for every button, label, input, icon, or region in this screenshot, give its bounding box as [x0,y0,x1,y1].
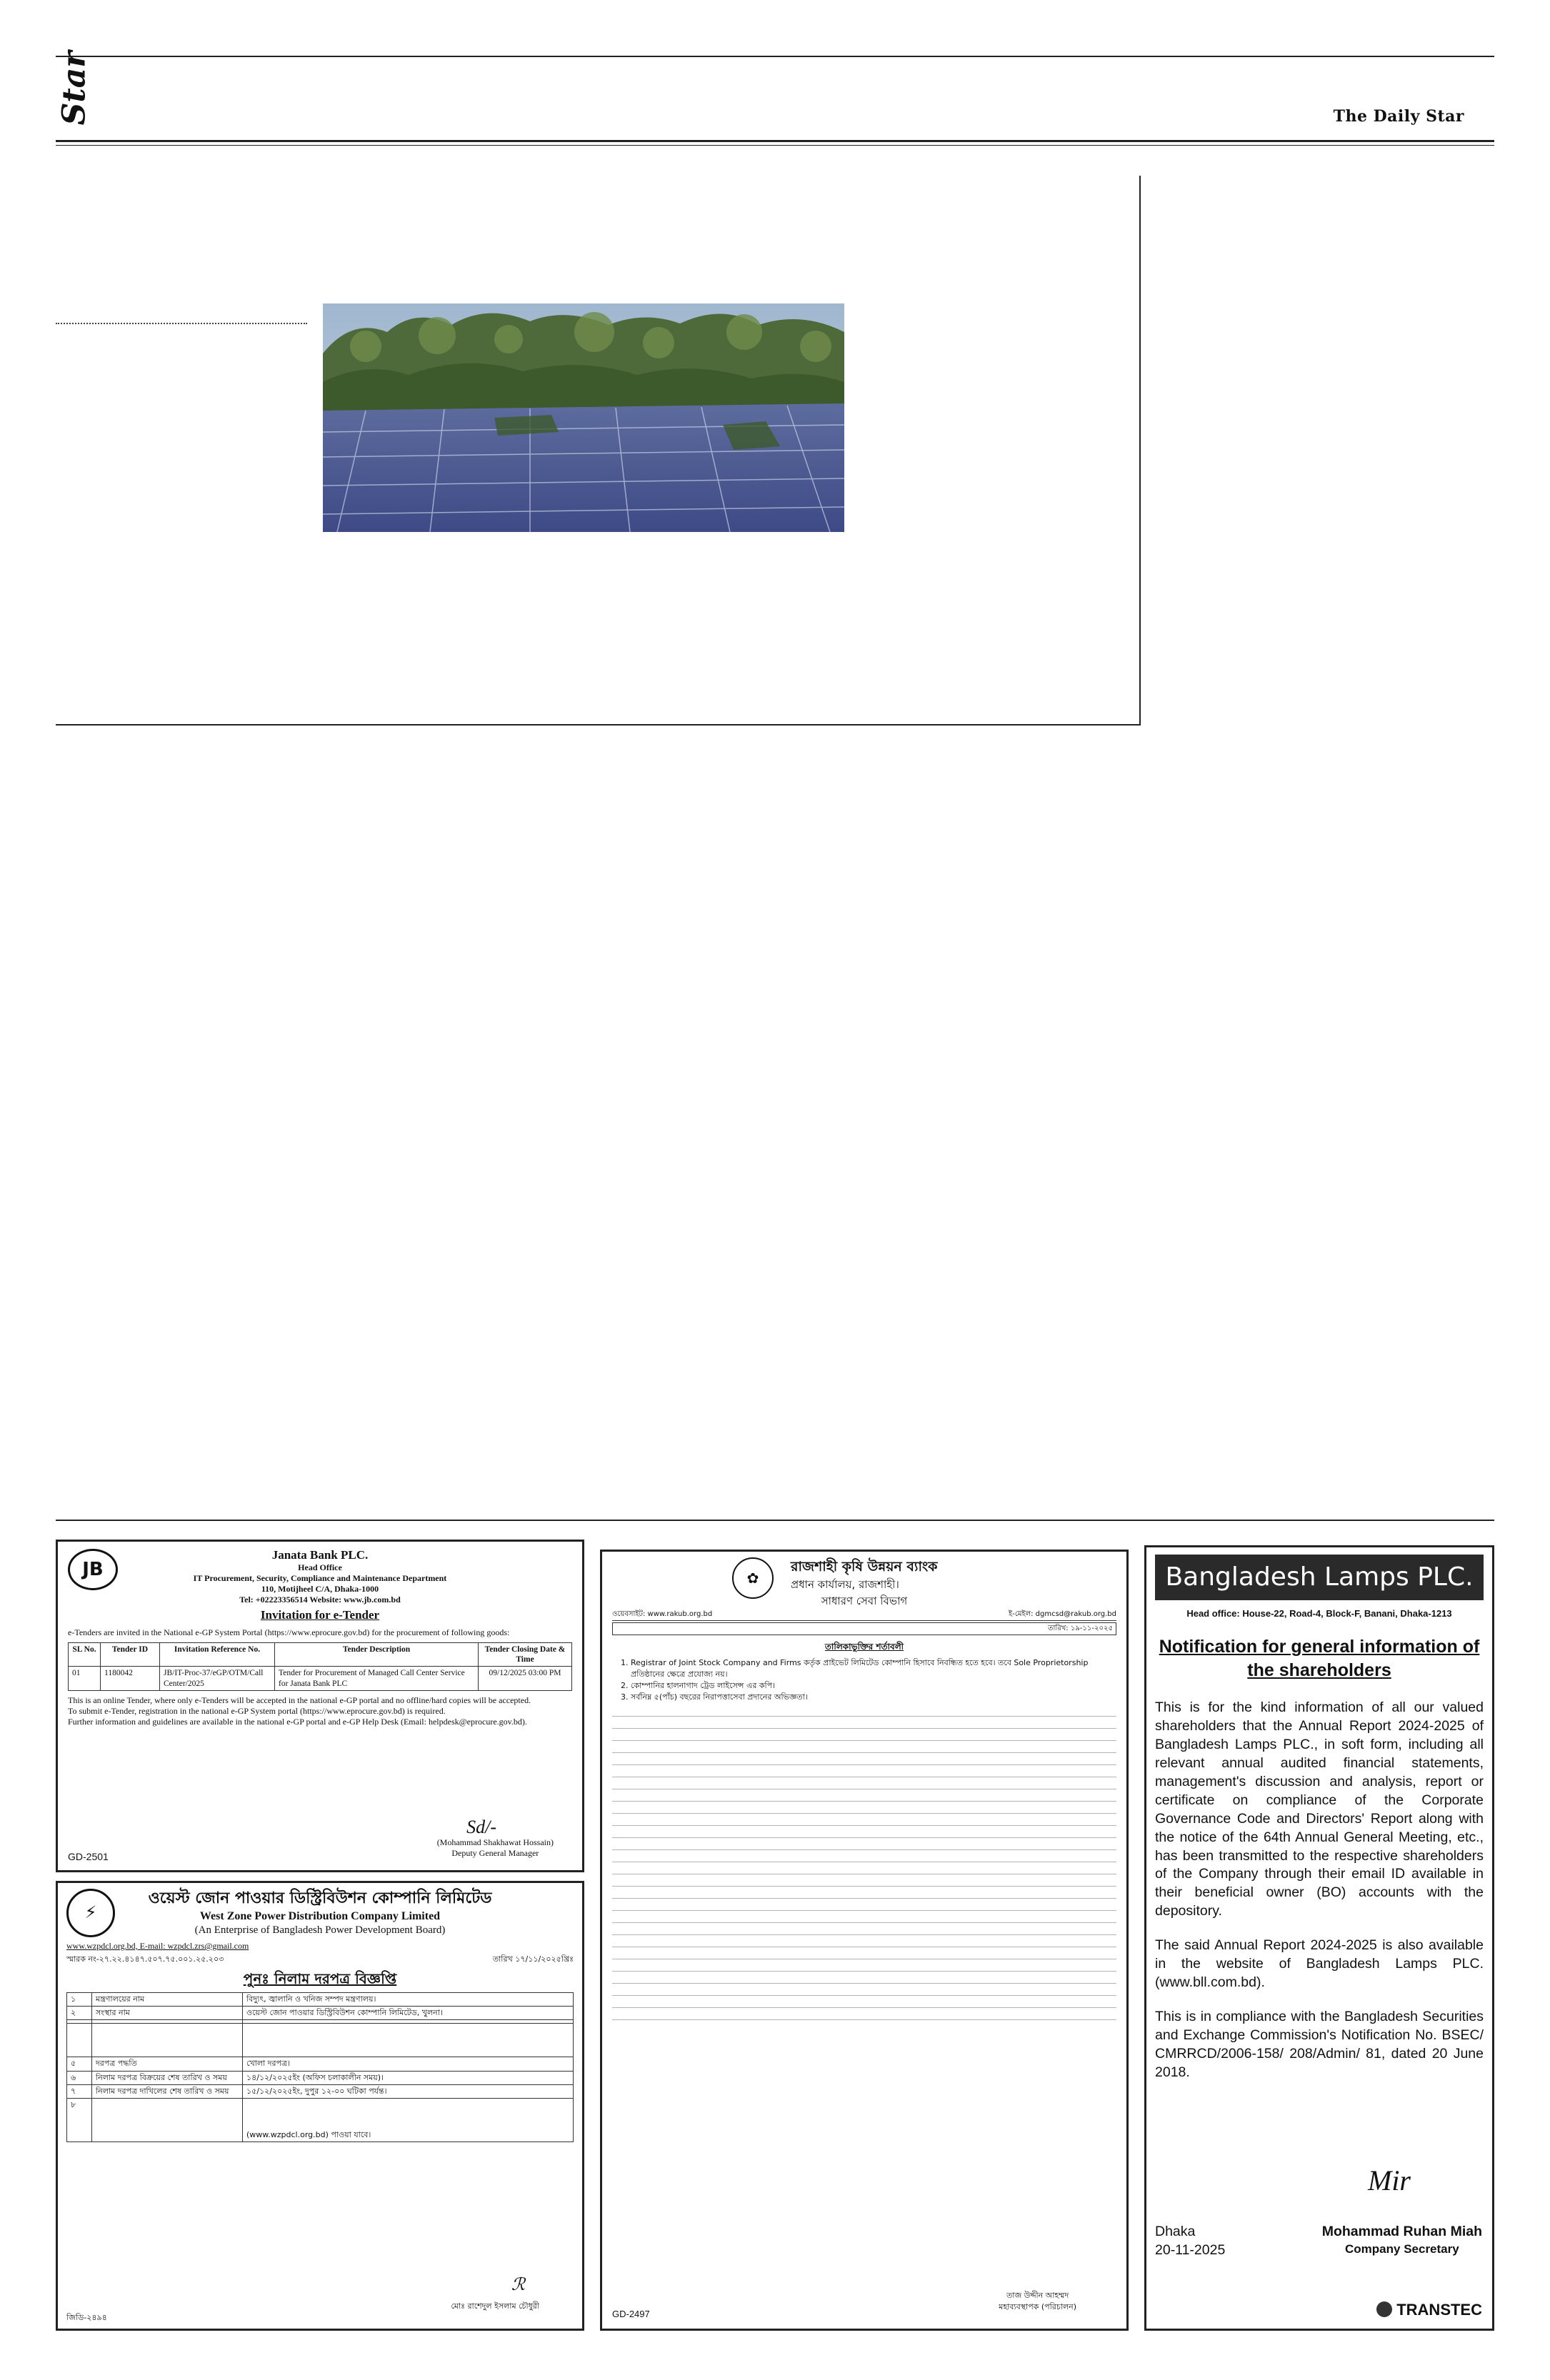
transtec-brand: TRANSTEC [1396,2300,1482,2319]
janata-office: Head Office [298,1562,342,1573]
table-cell: ১৪/১২/২০২৫ইং (অফিস চলাকালীন সময়)। [243,2071,574,2084]
rakub-enlistment-ad [600,1550,1129,2331]
rakub-logo: ✿ [732,1557,774,1599]
list-item: 2. কোম্পানির হালনাগাদ ট্রেড লাইসেন্স এর কপি। [631,1680,1116,1692]
wzpdcl-memo: স্মারক নং-২৭.২২.৪১৪৭.৫০৭.৭৫.০০১.২৫.২০৩ [66,1954,224,1964]
janata-intro: e-Tenders are invited in the National e-GP System Portal (https://www.eprocure.gov.bd) for the procurement of following goods: [68,1627,510,1637]
ads-top-rule [56,1520,1494,1521]
star-logo: Star [56,51,93,126]
rakub-website: ওয়েবসাইট: www.rakub.org.bd [612,1610,713,1619]
table-cell: খোলা দরপত্র। [243,2057,574,2071]
wzpdcl-gd: জিডি-২৪৯৪ [66,2312,107,2322]
table-cell: 1180042 [101,1667,160,1691]
bll-brand: Bangladesh Lamps PLC. [1165,1562,1474,1592]
wzpdcl-name-en: West Zone Power Distribution Company Limited [199,1909,441,1922]
table-cell: ৫ [67,2057,92,2071]
table-cell: দরপত্র পদ্ধতি [92,2057,243,2071]
wzpdcl-name-bn: ওয়েস্ট জোন পাওয়ার ডিস্ট্রিবিউশন কোম্পানি লিমিটেড [148,1889,492,1907]
table-cell: ২ [67,2007,92,2020]
table-cell: নিলাম দরপত্র বিক্রয়ের শেষ তারিখ ও সময় [92,2071,243,2084]
janata-note: This is an online Tender, where only e-Tenders will be accepted in the national e-GP portal and no offline/hard copies will be accepted. [68,1695,531,1705]
table-cell: মন্ত্রণালয়ের নাম [92,1992,243,2006]
bll-paragraph-3: This is in compliance with the Bangladesh Securities and Exchange Commission's Notification No. BSEC/ CMRRCD/2006-158/ 208/Admin/ 81, dated 20 June 2018. [1155,2008,1484,2080]
bll-brand-banner [1155,1555,1484,1600]
janata-note: Further information and guidelines are available in the national e-GP portal and e-GP Help Desk (Email: helpdesk@eprocure.gov.bd). [68,1717,527,1727]
table-cell: 09/12/2025 03:00 PM [479,1667,572,1691]
janata-note: To submit e-Tender, registration in the national e-GP System portal (https://www.eprocure.gov.bd) is required. [68,1706,446,1716]
list-item: 1. Registrar of Joint Stock Company and Firms কর্তৃক প্রাইভেট লিমিটেড কোম্পানি হিসাবে নিবন্ধিত হতে হবে। তবে Sole Proprietorship প্রতিষ্ঠানের ক্ষেত্রে প্রযোজ্য নয়। [631,1657,1116,1680]
table-cell: Tender for Procurement of Managed Call Center Service for Janata Bank PLC [275,1667,479,1691]
table-cell: ৭ [67,2084,92,2098]
janata-signatory: (Mohammad Shakhawat Hossain) [436,1837,554,1847]
janata-bank-tender-ad [56,1540,584,1872]
janata-department: IT Procurement, Security, Compliance and Maintenance Department [193,1573,447,1584]
masthead-rule-thin [56,145,1494,146]
rakub-date: তারিখ: ১৯-১১-২০২৫ [1047,1624,1113,1632]
janata-contact: Tel: +02223356514 Website: www.jb.com.bd [239,1595,401,1605]
table-cell: ওয়েস্ট জোন পাওয়ার ডিস্ট্রিবিউশন কোম্পানি লিমিটেড, খুলনা। [243,2007,574,2020]
table-row [67,2007,574,2020]
janata-heading: Invitation for e-Tender [260,1608,380,1622]
rakub-conditions-list [612,1657,1116,1703]
bll-date: 20-11-2025 [1155,2241,1226,2258]
bangladesh-lamps-notice-ad [1144,1545,1494,2331]
table-cell: ১৫/১২/২০২৫ইং, দুপুর ১২-০০ ঘটিকা পর্যন্ত। [243,2084,574,2098]
rakub-office: প্রধান কার্যালয়, রাজশাহী। [791,1577,899,1591]
bll-office: Head office: House-22, Road-4, Block-F, Banani, Dhaka-1213 [1186,1607,1452,1619]
table-cell: ৬ [67,2071,92,2084]
wzpdcl-date: তারিখ ১৭/১১/২০২৫খ্রিঃ [492,1954,574,1964]
table-cell: (www.wzpdcl.org.bd) পাওয়া যাবে। [243,2099,574,2142]
list-item: 3. সর্বনিম্ন ৫(পাঁচ) বছরের নিরাপত্তাসেবা প্রদানের অভিজ্ঞতা। [631,1692,1116,1703]
bll-signatory-title: Company Secretary [1345,2241,1459,2256]
story-bottom-border [56,724,1141,725]
bll-heading: Notification for general information of the shareholders [1159,1637,1480,1680]
bll-paragraph-2: The said Annual Report 2024-2025 is also available in the website of Bangladesh Lamps PLC. (www.bll.com.bd). [1155,1937,1484,1991]
signature-mark: Mir [1368,2164,1411,2196]
rakub-conditions-title: তালিকাভুক্তির শর্তাবলী [824,1642,904,1652]
wzpdcl-heading: পুনঃ নিলাম দরপত্র বিজ্ঞপ্তি [243,1969,397,1987]
wzpdcl-auction-ad [56,1881,584,2331]
table-cell [67,2024,92,2057]
janata-address: 110, Motijheel C/A, Dhaka-1000 [261,1584,379,1595]
janata-name: Janata Bank PLC. [271,1548,369,1562]
bll-paragraph-1: This is for the kind information of all our valued shareholders that the Annual Report 2024-2025 of Bangladesh Lamps PLC., in soft form, including all relevant annual audited financial statements, management's discussion and analysis, report or certificate on compliance of the Corporate Governance Code and Directors' Report along with the notice of the 64th Annual General Meeting, etc., has been transmitted to the respective shareholders of the Company through their email ID available in their beneficial owner (BO) accounts with the depository. [1155,1699,1484,1919]
table-row [67,2071,574,2084]
janata-tender-table [68,1642,572,1692]
table-header: Tender Closing Date & Time [479,1642,572,1667]
bll-signatory: Mohammad Ruhan Miah [1321,2224,1482,2239]
table-row [67,2057,574,2071]
table-cell [243,2024,574,2057]
table-cell: বিদ্যুৎ, জ্বালানি ও খনিজ সম্পদ মন্ত্রণালয়। [243,1992,574,2006]
wzpdcl-table [66,1992,574,2142]
table-row [69,1667,572,1691]
table-cell: ১ [67,1992,92,2006]
signature-mark: Sd/- [466,1817,496,1837]
masthead-rule [56,140,1494,142]
table-cell: সংস্থার নাম [92,2007,243,2020]
wzpdcl-subtitle: (An Enterprise of Bangladesh Power Development Board) [194,1924,446,1937]
dotted-separator [56,323,307,324]
rakub-gd: GD-2497 [612,2309,650,2320]
janata-gd: GD-2501 [68,1850,109,1862]
janata-signatory-title: Deputy General Manager [451,1848,539,1858]
table-header: SL No. [69,1642,101,1667]
transtec-logo-icon [1376,2301,1392,2317]
janata-logo: JB [68,1549,118,1590]
table-header: Tender ID [101,1642,160,1667]
table-cell: ৮ [67,2099,92,2142]
table-cell [92,2024,243,2057]
rakub-signatory-title: মহাব্যবস্থাপক (পরিচালন) [999,2302,1076,2312]
table-row [67,2084,574,2098]
top-rule [56,56,1494,57]
story-right-border [1139,176,1141,725]
bll-place: Dhaka [1155,2224,1196,2239]
wzpdcl-logo: ⚡ [66,1889,115,1937]
signature-mark: ℛ [511,2276,525,2294]
table-header: Invitation Reference No. [160,1642,275,1667]
rakub-division: সাধারণ সেবা বিভাগ [821,1595,908,1608]
table-cell: 01 [69,1667,101,1691]
rakub-body-lines [612,1709,1116,2020]
table-cell: JB/IT-Proc-37/eGP/OTM/Call Center/2025 [160,1667,275,1691]
table-cell: নিলাম দরপত্র দাখিলের শেষ তারিখ ও সময় [92,2084,243,2098]
table-cell [92,2099,243,2142]
table-row [67,1992,574,2006]
rakub-name: রাজশাহী কৃষি উন্নয়ন ব্যাংক [791,1559,938,1575]
solar-farm-photo [323,303,844,532]
newspaper-name: The Daily Star [1333,107,1464,126]
table-row [67,2024,574,2057]
wzpdcl-signatory: মোঃ রাশেদুল ইসলাম চৌধুরী [451,2301,539,2311]
rakub-email: ই-মেইল: dgmcsd@rakub.org.bd [1009,1610,1116,1619]
wzpdcl-links: www.wzpdcl.org.bd, E-mail: wzpdcl.zrs@gmail.com [66,1940,249,1951]
rakub-signatory: তাজ উদ্দীন আহম্মদ [1006,2291,1069,2301]
table-row [67,2099,574,2142]
table-header: Tender Description [275,1642,479,1667]
